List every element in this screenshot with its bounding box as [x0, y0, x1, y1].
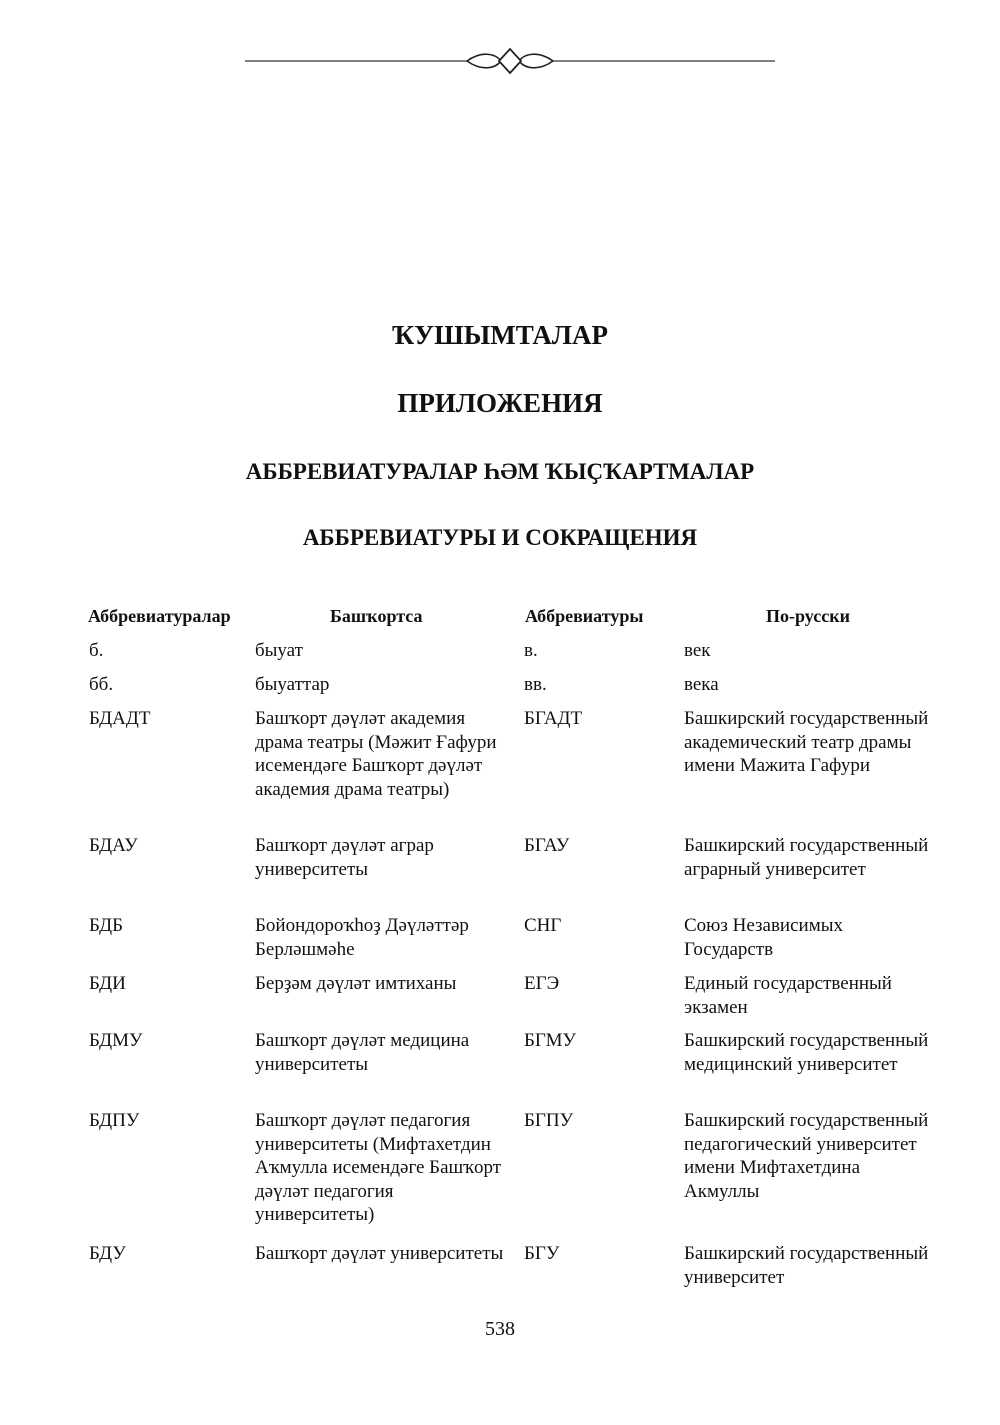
full-bashkir-cell: Башҡорт дәүләт аграр университеты — [255, 835, 434, 880]
abbr-bashkir-cell: БДМУ — [89, 1030, 143, 1051]
abbr-russian-cell: вв. — [524, 674, 547, 695]
abbr-bashkir-cell: БДУ — [89, 1243, 126, 1264]
title-russian: ПРИЛОЖЕНИЯ — [397, 388, 603, 418]
full-russian-cell: Башкирский государственный университет — [684, 1243, 929, 1288]
full-russian-cell: Башкирский государственный аграрный университет — [684, 835, 929, 880]
abbr-russian-cell: СНГ — [524, 915, 562, 936]
full-bashkir-cell: Башҡорт дәүләт академия драма театры (Мәжит Ғафури исемендәге Башҡорт дәүләт академия драма театры) — [255, 708, 497, 800]
full-russian-cell: Башкирский государственный академический театр драмы имени Мажита Гафури — [684, 708, 929, 776]
column-header-bashkir: Башҡортса — [330, 606, 423, 626]
column-header-russian: По-русски — [766, 606, 850, 626]
full-bashkir-cell: Берҙәм дәүләт имтиханы — [255, 973, 457, 994]
full-bashkir-cell: Башҡорт дәүләт медицина университеты — [255, 1030, 470, 1075]
column-header-abbr-bashkir: Аббревиатуралар — [88, 606, 231, 626]
subtitle-russian: АББРЕВИАТУРЫ И СОКРАЩЕНИЯ — [302, 525, 698, 550]
abbr-russian-cell: БГМУ — [524, 1030, 576, 1051]
title-bashkir: ҠУШЫМТАЛАР — [391, 320, 609, 350]
abbr-bashkir-cell: БДАДТ — [89, 708, 151, 729]
abbr-bashkir-cell: бб. — [89, 674, 114, 695]
abbr-russian-cell: БГАДТ — [524, 708, 583, 729]
abbr-russian-cell: БГПУ — [524, 1110, 574, 1131]
full-bashkir-cell: Бойондороҡһоҙ Дәүләттәр Берләшмәһе — [255, 915, 469, 960]
full-russian-cell: века — [684, 674, 719, 695]
abbr-bashkir-cell: БДИ — [89, 973, 126, 994]
subtitle-bashkir: АББРЕВИАТУРАЛАР ҺӘМ ҠЫҪҠАРТМАЛАР — [245, 459, 755, 484]
full-russian-cell: век — [684, 640, 711, 661]
full-russian-cell: Союз Независимых Государств — [684, 915, 843, 960]
abbr-russian-cell: БГАУ — [524, 835, 570, 856]
abbr-bashkir-cell: БДПУ — [89, 1110, 140, 1131]
full-bashkir-cell: быуаттар — [255, 674, 330, 695]
full-russian-cell: Башкирский государственный педагогический университет имени Мифтахетдина Акмуллы — [684, 1110, 929, 1202]
abbr-russian-cell: ЕГЭ — [524, 973, 560, 994]
page-number: 538 — [485, 1318, 515, 1340]
abbr-bashkir-cell: БДБ — [89, 915, 124, 936]
abbr-bashkir-cell: БДАУ — [89, 835, 138, 856]
header-ornament — [245, 44, 775, 78]
abbr-bashkir-cell: б. — [89, 640, 104, 661]
full-bashkir-cell: быуат — [255, 640, 303, 661]
full-bashkir-cell: Башҡорт дәүләт педагогия университеты (Мифтахетдин Аҡмулла исемендәге Башҡорт дәүләт педагогия университеты) — [255, 1110, 502, 1225]
full-russian-cell: Башкирский государственный медицинский университет — [684, 1030, 929, 1075]
abbr-russian-cell: в. — [524, 640, 538, 661]
full-bashkir-cell: Башҡорт дәүләт университеты — [255, 1243, 504, 1264]
abbr-russian-cell: БГУ — [524, 1243, 560, 1264]
full-russian-cell: Единый государственный экзамен — [684, 973, 892, 1018]
column-header-abbr-russian: Аббревиатуры — [525, 606, 644, 626]
